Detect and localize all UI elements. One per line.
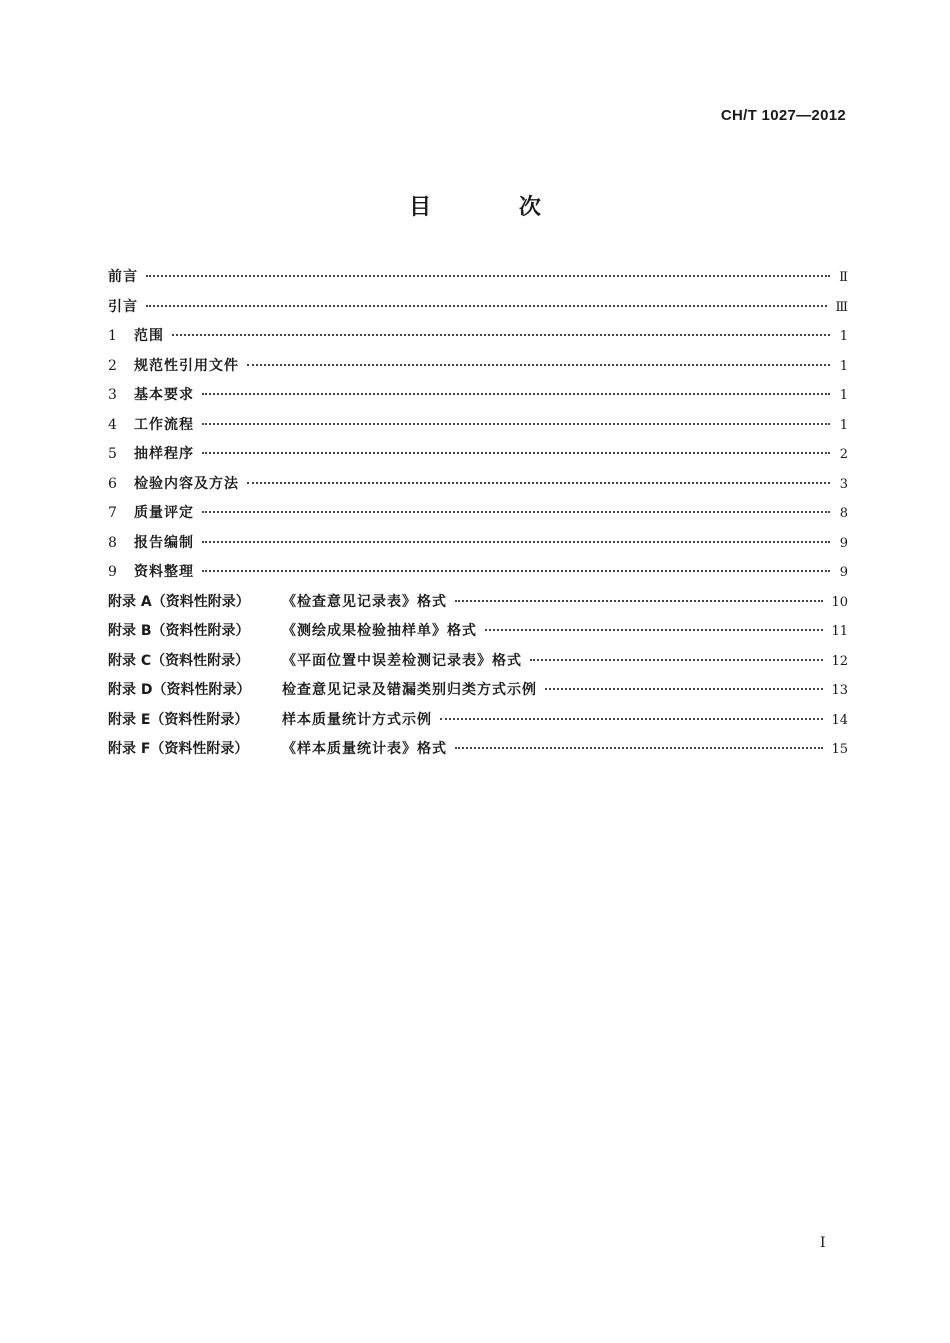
- toc-entry-page: 13: [831, 683, 848, 698]
- toc-entry[interactable]: [108, 620, 848, 650]
- toc-leader-dots: [202, 511, 830, 513]
- toc-entry-label: 质量评定: [134, 505, 194, 521]
- toc-entry-number: 6: [108, 475, 117, 492]
- toc-leader-dots: [202, 423, 830, 425]
- toc-entry[interactable]: [108, 591, 848, 621]
- toc-leader-dots: [146, 275, 830, 277]
- toc-entry-number: 4: [108, 416, 117, 433]
- toc-entry[interactable]: [108, 266, 848, 296]
- toc-entry-page: 1: [839, 358, 848, 374]
- toc-leader-dots: [202, 393, 830, 395]
- toc-entry-page: 9: [839, 535, 848, 551]
- toc-entry-page: 15: [831, 742, 848, 757]
- toc-entry-page: 3: [839, 476, 848, 492]
- page-number: I: [820, 1235, 826, 1251]
- toc-entry-page: 9: [839, 565, 848, 580]
- toc-entry-page: 14: [831, 712, 848, 728]
- toc-entry[interactable]: [108, 325, 848, 355]
- toc-entry[interactable]: [108, 679, 848, 709]
- toc-entry[interactable]: [108, 355, 848, 385]
- toc-entry-page: Ⅱ: [839, 270, 848, 285]
- toc-entry-label: 范围: [134, 328, 164, 344]
- toc-entry-appendix-prefix: 附录 B（资料性附录）: [108, 623, 250, 639]
- toc-leader-dots: [146, 305, 827, 307]
- toc-entry-page: 10: [831, 594, 848, 610]
- toc-entry-page: 2: [839, 447, 848, 462]
- toc-entry-page: 12: [831, 653, 848, 669]
- toc-entry-number: 2: [108, 357, 117, 374]
- toc-entry-label: 检验内容及方法: [134, 475, 239, 492]
- table-of-contents: [108, 266, 848, 768]
- toc-entry-label: 《检查意见记录表》格式: [282, 593, 447, 610]
- toc-entry[interactable]: [108, 443, 848, 473]
- toc-leader-dots: [172, 334, 830, 336]
- toc-leader-dots: [247, 482, 830, 484]
- toc-entry-label: 资料整理: [134, 564, 194, 580]
- toc-entry-appendix-prefix: 附录 F（资料性附录）: [108, 741, 249, 757]
- toc-entry-label: 前言: [108, 269, 138, 285]
- toc-leader-dots: [202, 452, 830, 454]
- toc-entry-appendix-prefix: 附录 E（资料性附录）: [108, 711, 249, 728]
- toc-entry[interactable]: [108, 650, 848, 680]
- toc-leader-dots: [530, 659, 823, 661]
- toc-entry[interactable]: [108, 709, 848, 739]
- toc-leader-dots: [485, 629, 823, 631]
- toc-entry-label: 《样本质量统计表》格式: [282, 741, 447, 757]
- toc-leader-dots: [455, 600, 823, 602]
- toc-leader-dots: [202, 541, 830, 543]
- toc-entry-number: 8: [108, 534, 117, 551]
- toc-entry-number: 9: [108, 564, 117, 580]
- toc-entry[interactable]: [108, 561, 848, 591]
- toc-leader-dots: [545, 688, 823, 690]
- toc-entry[interactable]: [108, 738, 848, 768]
- toc-entry-number: 7: [108, 505, 117, 521]
- toc-entry-label: 工作流程: [134, 416, 194, 433]
- toc-entry-label: 样本质量统计方式示例: [282, 711, 432, 728]
- toc-entry[interactable]: [108, 532, 848, 562]
- toc-entry-label: 检查意见记录及错漏类别归类方式示例: [282, 682, 537, 698]
- toc-entry-appendix-prefix: 附录 C（资料性附录）: [108, 652, 250, 669]
- toc-entry[interactable]: [108, 414, 848, 444]
- toc-leader-dots: [440, 718, 823, 720]
- toc-entry-page: 8: [839, 506, 848, 521]
- toc-entry[interactable]: [108, 473, 848, 503]
- toc-entry-page: Ⅲ: [835, 299, 848, 315]
- toc-entry-page: 1: [839, 417, 848, 433]
- toc-entry-label: 基本要求: [134, 387, 194, 403]
- toc-entry-label: 《平面位置中误差检测记录表》格式: [282, 652, 522, 669]
- toc-entry-page: 1: [839, 329, 848, 344]
- toc-entry-number: 5: [108, 446, 117, 462]
- toc-entry-label: 《测绘成果检验抽样单》格式: [282, 623, 477, 639]
- toc-entry-label: 引言: [108, 298, 138, 315]
- toc-entry-label: 规范性引用文件: [134, 357, 239, 374]
- toc-entry-number: 1: [108, 328, 117, 344]
- toc-entry-page: 11: [831, 624, 848, 639]
- toc-entry[interactable]: [108, 384, 848, 414]
- toc-leader-dots: [455, 747, 823, 749]
- toc-entry-appendix-prefix: 附录 A（资料性附录）: [108, 593, 250, 610]
- toc-entry-appendix-prefix: 附录 D（资料性附录）: [108, 682, 251, 698]
- page-title: 目 次: [409, 195, 581, 220]
- toc-entry-label: 报告编制: [134, 534, 194, 551]
- toc-entry[interactable]: [108, 502, 848, 532]
- toc-entry-page: 1: [839, 388, 848, 403]
- toc-entry[interactable]: [108, 296, 848, 326]
- toc-entry-number: 3: [108, 387, 117, 403]
- toc-leader-dots: [247, 364, 830, 366]
- toc-entry-label: 抽样程序: [134, 446, 194, 462]
- toc-leader-dots: [202, 570, 830, 572]
- standard-code: CH/T 1027—2012: [720, 107, 846, 124]
